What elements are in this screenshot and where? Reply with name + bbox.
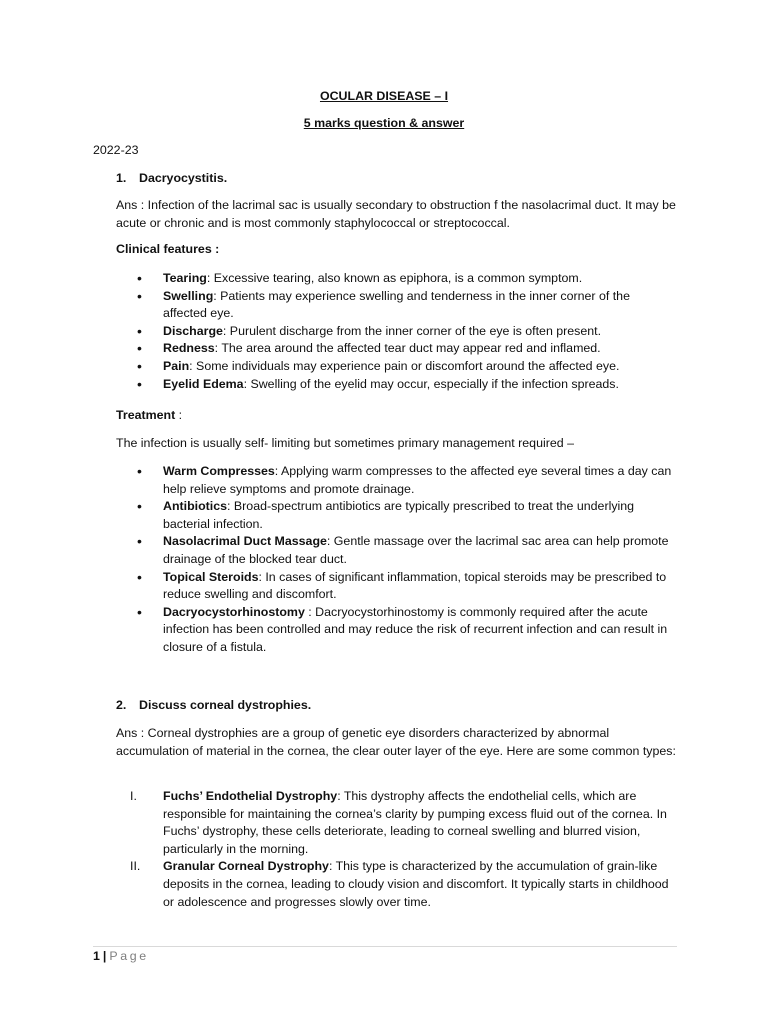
clinical-features-label: Clinical features : (116, 242, 220, 256)
list-item (116, 463, 676, 498)
question-2-answer: Ans : Corneal dystrophies are a group of genetic eye disorders characterized by abnormal accumulation of material in the cornea, the clear outer layer of the eye. Here are some common types: (116, 726, 676, 758)
clinical-features-list (116, 270, 676, 393)
description: : Purulent discharge from the inner corner of the eye is often present. (222, 323, 602, 338)
term: Eyelid Edema (163, 376, 244, 391)
term: Fuchs’ Endothelial Dystrophy (163, 789, 338, 803)
question-1-answer: Ans : Infection of the lacrimal sac is usually secondary to obstruction f the nasolacrimal duct. It may be acute or chronic and is most commonly staphylococcal or streptococcal. (116, 198, 676, 230)
description: : Excessive tearing, also known as epiphora, is a common symptom. (206, 271, 583, 285)
roman-numeral: II. (130, 859, 141, 874)
academic-year: 2022-23 (93, 143, 139, 157)
treatment-label-colon: : (175, 408, 183, 422)
term: Granular Corneal Dystrophy (163, 859, 329, 874)
treatment-label-text: Treatment (116, 408, 176, 422)
description: : Patients may experience swelling and tenderness in the inner corner of the affected eye. (163, 288, 630, 321)
description: : Dacryocystorhinostomy is commonly required after the acute infection has been controlled and may reduce the risk of recurrent infection and can result in closure of a fistula. (163, 604, 668, 654)
list-item (116, 569, 676, 604)
term: Dacryocystorhinostomy (163, 604, 305, 619)
list-item (116, 788, 676, 858)
page-footer (93, 949, 149, 963)
treatment-list (116, 463, 676, 657)
description: : This type is characterized by the accumulation of grain-like deposits in the cornea, leading to cloudy vision and discomfort. It typically starts in childhood or adolescence and progresses slowly over time. (163, 859, 669, 909)
question-1-heading (116, 171, 227, 185)
page-label: Page (109, 949, 149, 963)
list-item (116, 376, 676, 394)
term: Tearing (163, 271, 207, 285)
term: Redness (163, 341, 215, 356)
description: : Gentle massage over the lacrimal sac area can help promote drainage of the blocked tear duct. (163, 534, 669, 566)
description: : Applying warm compresses to the affected eye several times a day can help relieve symptoms and promote drainage. (163, 464, 672, 496)
question-2-heading (116, 698, 311, 712)
list-item (116, 288, 676, 323)
term: Discharge (163, 323, 223, 338)
document-title: OCULAR DISEASE – I (319, 89, 449, 103)
term: Pain (163, 358, 190, 373)
list-item (116, 340, 676, 358)
question-number: 1. (116, 171, 127, 185)
treatment-label (116, 408, 182, 422)
description: : Swelling of the eyelid may occur, especially if the infection spreads. (243, 376, 619, 391)
list-item (116, 323, 676, 341)
question-number: 2. (116, 698, 127, 712)
document-subtitle: 5 marks question & answer (303, 116, 465, 130)
term: Nasolacrimal Duct Massage (163, 534, 327, 549)
treatment-intro: The infection is usually self- limiting but sometimes primary management required – (116, 436, 574, 450)
term: Swelling (163, 288, 214, 303)
list-item (116, 533, 676, 568)
list-item (116, 270, 676, 288)
list-item (116, 604, 676, 657)
description: : The area around the affected tear duct may appear red and inflamed. (214, 341, 601, 356)
page-number: 1 (93, 949, 100, 963)
description: : Broad-spectrum antibiotics are typically prescribed to treat the underlying bacterial infection. (163, 499, 635, 531)
list-item (116, 358, 676, 376)
footer-divider (93, 946, 677, 947)
roman-numeral: I. (130, 789, 137, 803)
term: Antibiotics (163, 499, 228, 514)
dystrophy-types-list (116, 788, 676, 911)
list-item (116, 858, 676, 911)
term: Topical Steroids (163, 569, 259, 584)
list-item (116, 498, 676, 533)
question-title: Dacryocystitis. (139, 171, 228, 185)
description: : In cases of significant inflammation, topical steroids may be prescribed to reduce swelling and discomfort. (163, 569, 667, 602)
question-title: Discuss corneal dystrophies. (139, 698, 312, 712)
term: Warm Compresses (163, 464, 275, 478)
description: : Some individuals may experience pain or discomfort around the affected eye. (189, 358, 620, 373)
footer-separator: | (102, 949, 107, 963)
description: : This dystrophy affects the endothelial cells, which are responsible for maintaining the cornea’s clarity by pumping excess fluid out of the cornea. In Fuchs’ dystrophy, these cells deteriorate, leading to corneal swelling and blurred vision, particularly in the morning. (163, 789, 667, 856)
